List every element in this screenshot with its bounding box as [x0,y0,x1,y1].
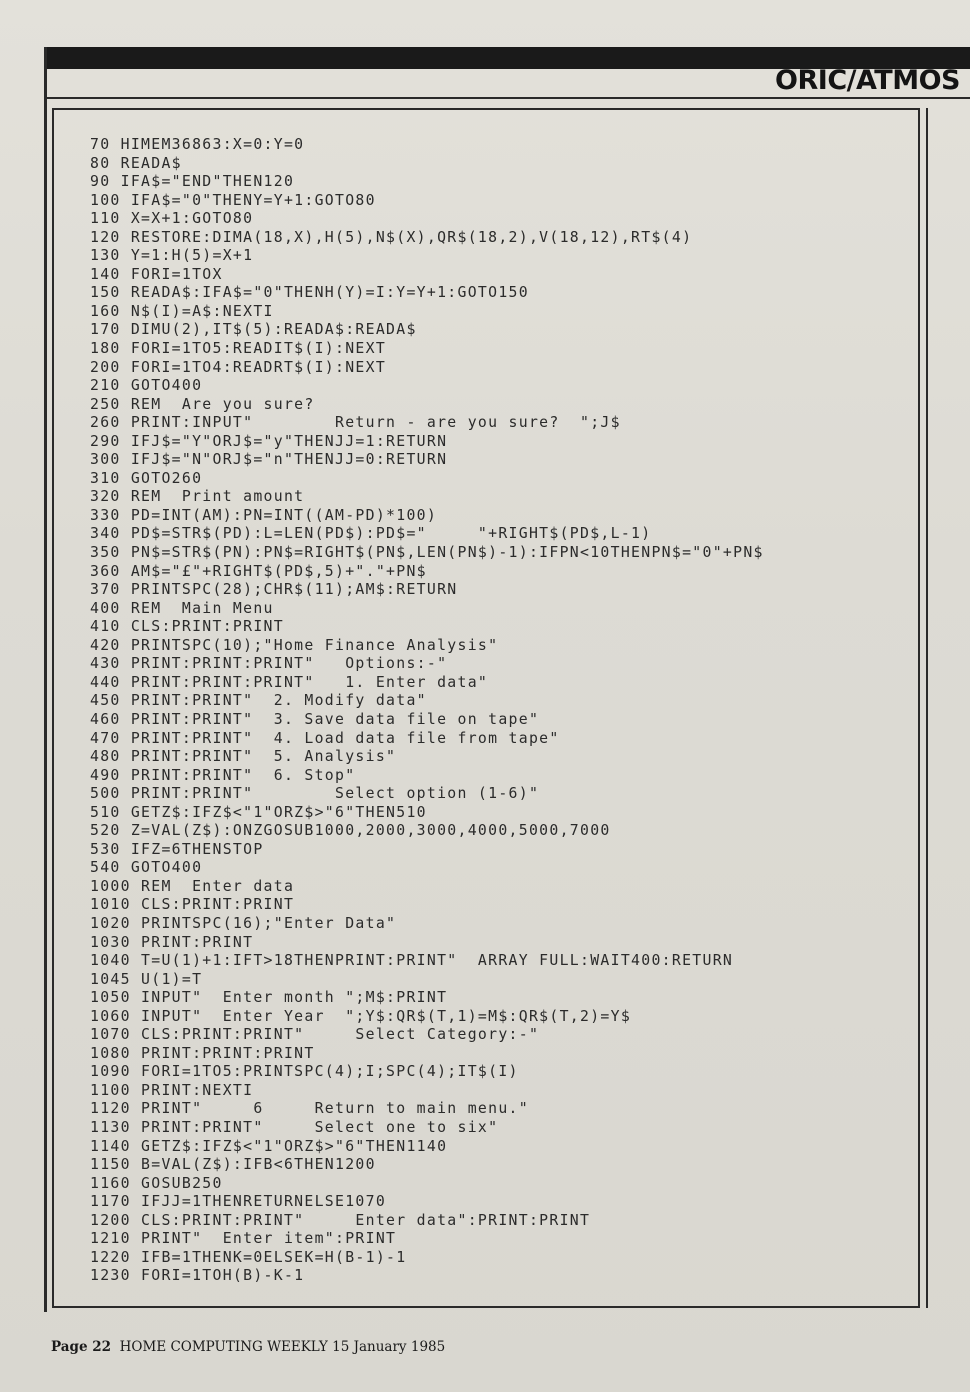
code-line: 80 READA$ [90,154,182,172]
code-line: 320 REM Print amount [90,488,305,506]
code-line: 370 PRINTSPC(28);CHR$(11);AM$:RETURN [90,581,458,599]
code-line: 340 PD$=STR$(PD):L=LEN(PD$):PD$=" "+RIGHT$(PD$,L-1) [90,525,652,543]
section-label: ORIC/ATMOS [775,65,960,96]
code-line: 200 FORI=1TO4:READRT$(I):NEXT [90,358,387,376]
code-line: 150 READA$:IFA$="0"THENH(Y)=I:Y=Y+1:GOTO150 [90,284,529,302]
code-line: 160 N$(I)=A$:NEXTI [90,302,274,320]
code-line: 470 PRINT:PRINT" 4. Load data file from tape" [90,729,560,747]
code-line: 450 PRINT:PRINT" 2. Modify data" [90,692,427,710]
code-line: 1010 CLS:PRINT:PRINT [90,896,295,914]
code-line: 120 RESTORE:DIMA(18,X),H(5),N$(X),QR$(18,2),V(18,12),RT$(4) [90,228,693,246]
listing-box-outer-rule [926,108,928,1308]
code-line: 410 CLS:PRINT:PRINT [90,618,284,636]
code-line: 1130 PRINT:PRINT" Select one to six" [90,1118,499,1136]
code-line: 1140 GETZ$:IFZ$<"1"ORZ$>"6"THEN1140 [90,1137,448,1155]
code-line: 460 PRINT:PRINT" 3. Save data file on tape" [90,710,540,728]
code-line: 1200 CLS:PRINT:PRINT" Enter data":PRINT:PRINT [90,1211,591,1229]
code-line: 260 PRINT:INPUT" Return - are you sure? ";J$ [90,414,621,432]
page-footer [51,1339,445,1355]
code-line: 1060 INPUT" Enter Year ";Y$:QR$(T,1)=M$:QR$(T,2)=Y$ [90,1007,632,1025]
code-line: 1100 PRINT:NEXTI [90,1081,254,1099]
code-line: 90 IFA$="END"THEN120 [90,173,295,191]
code-line: 1150 B=VAL(Z$):IFB<6THEN1200 [90,1156,376,1174]
code-line: 1040 T=U(1)+1:IFT>18THENPRINT:PRINT" ARRAY FULL:WAIT400:RETURN [90,952,734,970]
code-line: 1160 GOSUB250 [90,1174,223,1192]
program-listing [90,136,764,1286]
code-line: 1220 IFB=1THENK=0ELSEK=H(B-1)-1 [90,1248,407,1266]
code-line: 1000 REM Enter data [90,877,295,895]
code-line: 1070 CLS:PRINT:PRINT" Select Category:-" [90,1026,540,1044]
code-line: 490 PRINT:PRINT" 6. Stop" [90,766,356,784]
code-line: 360 AM$="£"+RIGHT$(PD$,5)+"."+PN$ [90,562,427,580]
code-line: 540 GOTO400 [90,859,203,877]
code-line: 110 X=X+1:GOTO80 [90,210,254,228]
code-line: 290 IFJ$="Y"ORJ$="y"THENJJ=1:RETURN [90,432,448,450]
code-line: 510 GETZ$:IFZ$<"1"ORZ$>"6"THEN510 [90,803,427,821]
code-line: 250 REM Are you sure? [90,395,315,413]
code-line: 1050 INPUT" Enter month ";M$:PRINT [90,989,448,1007]
code-line: 430 PRINT:PRINT:PRINT" Options:-" [90,655,448,673]
left-margin-rule [44,47,47,1312]
code-line: 330 PD=INT(AM):PN=INT((AM-PD)*100) [90,506,438,524]
code-line: 300 IFJ$="N"ORJ$="n"THENJJ=0:RETURN [90,451,448,469]
code-line: 350 PN$=STR$(PN):PN$=RIGHT$(PN$,LEN(PN$)-1):IFPN<10THENPN$="0"+PN$ [90,544,764,562]
code-line: 1120 PRINT" 6 Return to main menu." [90,1100,529,1118]
publication-line: HOME COMPUTING WEEKLY 15 January 1985 [119,1339,446,1355]
code-line: 1030 PRINT:PRINT [90,933,254,951]
code-line: 1090 FORI=1TO5:PRINTSPC(4);I;SPC(4);IT$(I) [90,1063,519,1081]
code-line: 310 GOTO260 [90,469,203,487]
code-line: 520 Z=VAL(Z$):ONZGOSUB1000,2000,3000,4000,5000,7000 [90,822,611,840]
code-line: 420 PRINTSPC(10);"Home Finance Analysis" [90,636,499,654]
code-line: 500 PRINT:PRINT" Select option (1-6)" [90,785,540,803]
code-line: 1045 U(1)=T [90,970,203,988]
code-line: 1230 FORI=1TOH(B)-K-1 [90,1267,305,1285]
code-line: 480 PRINT:PRINT" 5. Analysis" [90,748,397,766]
code-line: 1020 PRINTSPC(16);"Enter Data" [90,914,397,932]
code-line: 1170 IFJJ=1THENRETURNELSE1070 [90,1193,387,1211]
page-number: Page 22 [51,1339,112,1355]
code-line: 140 FORI=1TOX [90,265,223,283]
code-line: 70 HIMEM36863:X=0:Y=0 [90,136,305,153]
code-line: 440 PRINT:PRINT:PRINT" 1. Enter data" [90,673,489,691]
code-line: 400 REM Main Menu [90,599,274,617]
code-line: 100 IFA$="0"THENY=Y+1:GOTO80 [90,191,376,209]
code-line: 180 FORI=1TO5:READIT$(I):NEXT [90,340,387,358]
code-line: 170 DIMU(2),IT$(5):READA$:READA$ [90,321,417,339]
code-line: 1080 PRINT:PRINT:PRINT [90,1044,315,1062]
header-rule [44,97,970,99]
code-line: 530 IFZ=6THENSTOP [90,840,264,858]
code-line: 1210 PRINT" Enter item":PRINT [90,1230,397,1248]
code-line: 210 GOTO400 [90,377,203,395]
code-line: 130 Y=1:H(5)=X+1 [90,247,254,265]
